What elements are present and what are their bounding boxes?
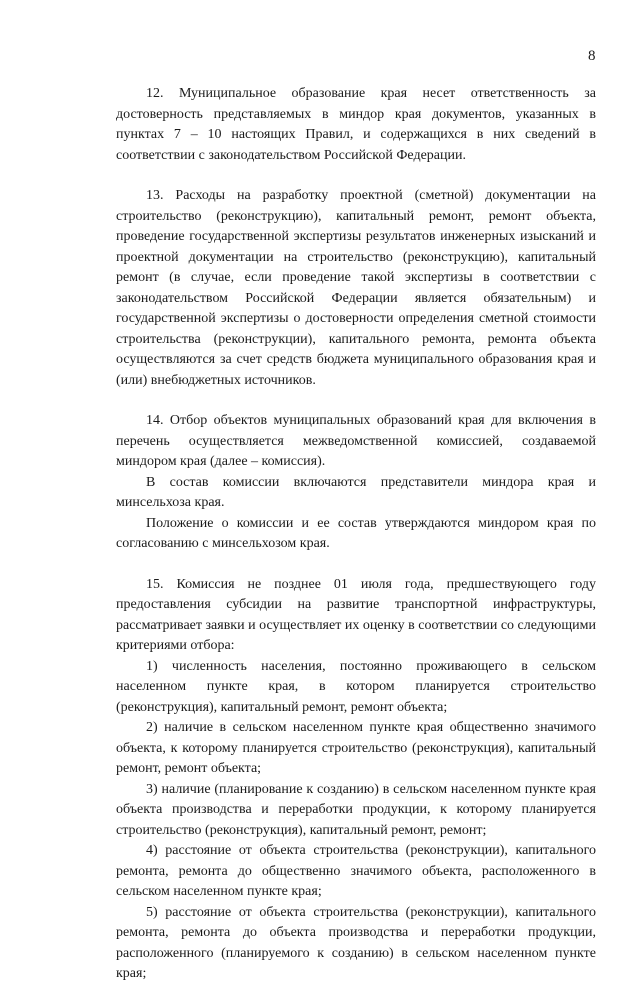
paragraph-gap (116, 391, 596, 411)
paragraph-14-commission-members: В состав комиссии включаются представители миндора края и минсельхоза края. (116, 474, 596, 510)
criterion-3: 3) наличие (планирование к созданию) в сельском населенном пункте края объекта производства и переработки продукции, к которому планируется строительство (реконструкция), капитальный ремонт, ремонт; (116, 781, 596, 838)
page-number: 8 (588, 48, 596, 64)
document-body (116, 84, 596, 985)
paragraph-gap (116, 555, 596, 575)
paragraph-15: 15. Комиссия не позднее 01 июля года, предшествующего году предоставления субсидии на развитие транспортной инфраструктуры, рассматривает заявки и осуществляет их оценку в соответствии со следующими критериями отбора: (116, 576, 596, 653)
paragraph-gap (116, 166, 596, 186)
criterion-5: 5) расстояние от объекта строительства (реконструкции), капитального ремонта, ремонта до объекта производства и переработки продукции, расположенного (планируемого к созданию) в сельском населенном пункте края; (116, 904, 596, 981)
paragraph-12: 12. Муниципальное образование края несет ответственность за достоверность представляемых в миндор края документов, указанных в пунктах 7 – 10 настоящих Правил, и содержащихся в них сведений в соответствии с законодательством Российской Федерации. (116, 86, 596, 163)
criterion-4: 4) расстояние от объекта строительства (реконструкции), капитального ремонта, ремонта до общественно значимого объекта, расположенного в сельском населенном пункте края; (116, 843, 596, 899)
paragraph-13: 13. Расходы на разработку проектной (сметной) документации на строительство (реконструкцию), капитальный ремонт, ремонт объекта, проведение государственной экспертизы результатов инженерных изысканий и проектной документации на строительство (реконструкцию), капитальный ремонт (в случае, если проведение такой экспертизы в соответствии с законодательством Российской Федерации является обязательным) и государственной экспертизы о достоверности определения сметной стоимости строительства (реконструкции), капитального ремонта, ремонта объекта осуществляются за счет средств бюджета муниципального образования края и (или) внебюджетных источников. (116, 188, 596, 388)
criterion-1: 1) численность населения, постоянно проживающего в сельском населенном пункте края, в котором планируется строительство (реконструкция), капитальный ремонт, ремонт объекта; (116, 658, 596, 715)
paragraph-14-commission-regulation: Положение о комиссии и ее состав утверждаются миндором края по согласованию с минсельхозом края. (116, 515, 596, 551)
paragraph-14: 14. Отбор объектов муниципальных образований края для включения в перечень осуществляется межведомственной комиссией, создаваемой миндором края (далее – комиссия). (116, 413, 596, 469)
criterion-2: 2) наличие в сельском населенном пункте края общественно значимого объекта, к которому планируется строительство (реконструкция), капитальный ремонт, ремонт объекта; (116, 720, 596, 776)
